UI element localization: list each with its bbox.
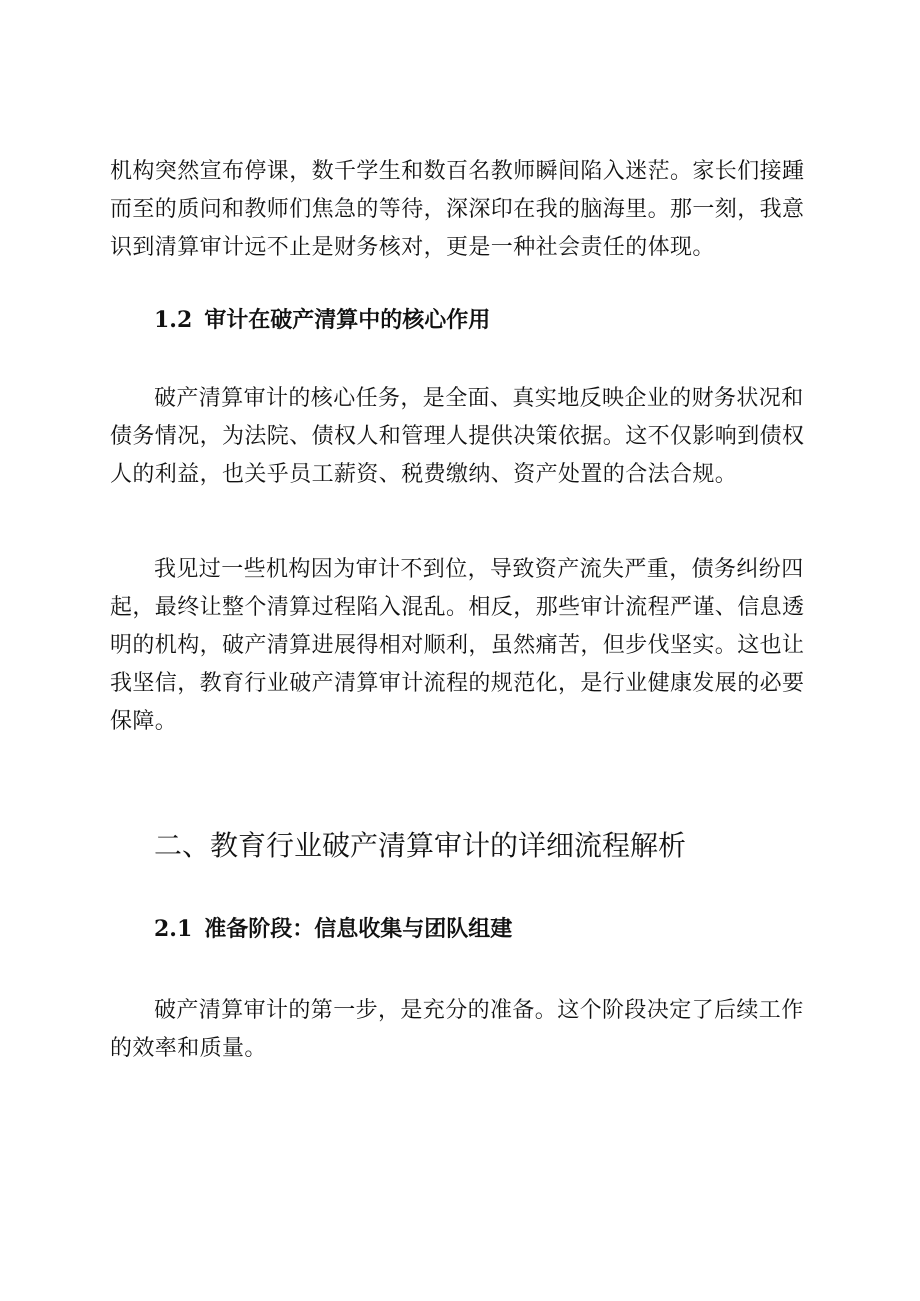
paragraph-core-role: 破产清算审计的核心任务，是全面、真实地反映企业的财务状况和债务情况，为法院、债权人和管理人提供决策依据。这不仅影响到债权人的利益，也关乎员工薪资、税费缴纳、资产处置的合法合规。 [110, 386, 805, 487]
section-title: 准备阶段：信息收集与团队组建 [204, 917, 513, 942]
chapter-heading-2: 二、教育行业破产清算审计的详细流程解析 [154, 829, 687, 862]
paragraph-experience: 我见过一些机构因为审计不到位，导致资产流失严重，债务纠纷四起，最终让整个清算过程陷入混乱。相反，那些审计流程严谨、信息透明的机构，破产清算进展得相对顺利，虽然痛苦，但步伐坚实。这也让我坚信，教育行业破产清算审计流程的规范化，是行业健康发展的必要保障。 [110, 557, 805, 734]
section-heading-2-1 [154, 914, 794, 945]
section-number: 1.2 [154, 307, 193, 333]
section-heading-1-2 [154, 305, 794, 336]
paragraph-intro-continuation: 机构突然宣布停课，数千学生和数百名教师瞬间陷入迷茫。家长们接踵而至的质问和教师们焦急的等待，深深印在我的脑海里。那一刻，我意识到清算审计远不止是财务核对，更是一种社会责任的体现。 [110, 159, 805, 260]
paragraph-preparation: 破产清算审计的第一步，是充分的准备。这个阶段决定了后续工作的效率和质量。 [110, 998, 804, 1061]
section-number: 2.1 [154, 916, 193, 942]
section-title: 审计在破产清算中的核心作用 [204, 308, 491, 333]
